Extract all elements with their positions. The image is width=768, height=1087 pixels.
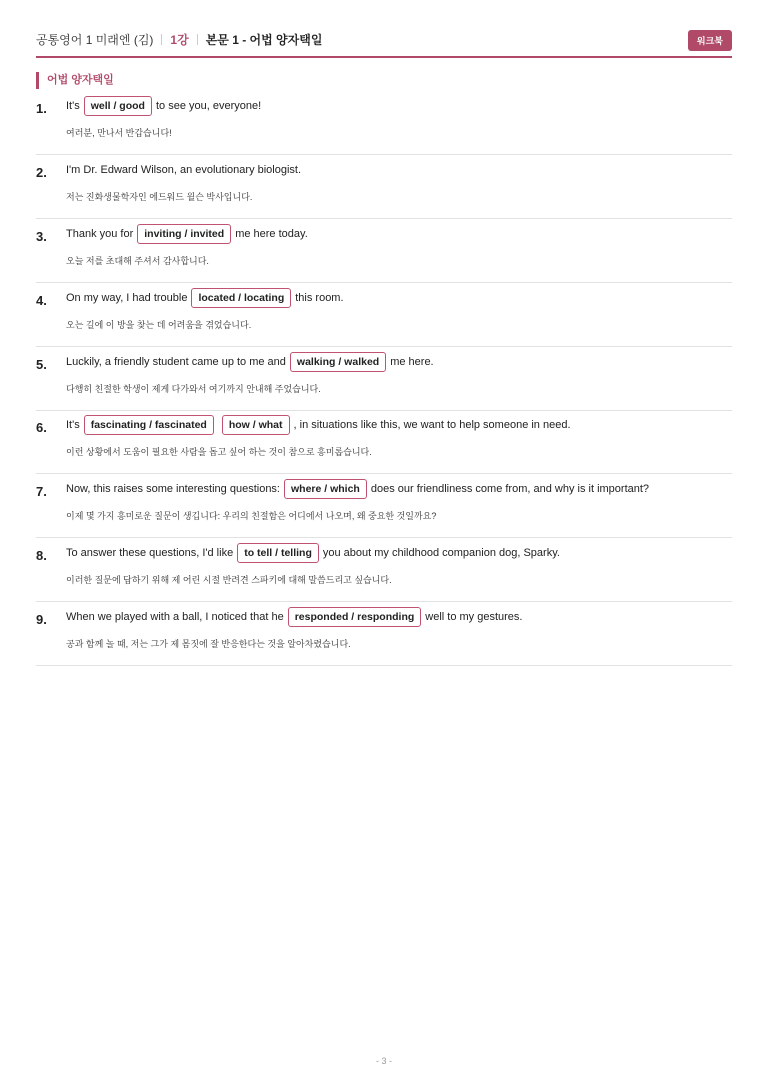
course-name: 공통영어 1 미래엔 (김) bbox=[36, 33, 154, 47]
korean-translation: 다행히 친절한 학생이 제게 다가와서 여기까지 안내해 주었습니다. bbox=[66, 383, 321, 394]
page-number: - 3 - bbox=[375, 1056, 392, 1066]
item-number: 8. bbox=[36, 548, 47, 564]
english-sentence bbox=[66, 542, 560, 564]
choice-box[interactable]: walking / walked bbox=[290, 352, 386, 372]
exercise-item bbox=[36, 603, 732, 666]
korean-translation: 여러분, 만나서 반갑습니다! bbox=[66, 128, 172, 138]
korean-translation: 이런 상황에서 도움이 필요한 사람을 돕고 싶어 하는 것이 참으로 흥미롭습니다. bbox=[66, 447, 372, 458]
item-number: 1. bbox=[36, 101, 47, 116]
header-breadcrumb bbox=[36, 31, 322, 48]
choice-box[interactable]: fascinating / fascinated bbox=[84, 415, 214, 435]
exercise-item bbox=[36, 475, 732, 538]
english-sentence bbox=[66, 351, 434, 373]
choice-box[interactable]: well / good bbox=[84, 96, 152, 116]
korean-translation: 저는 진화생물학자인 에드워드 윌슨 박사입니다. bbox=[66, 191, 253, 202]
english-sentence bbox=[66, 287, 344, 309]
sentence-text: me here today. bbox=[235, 227, 308, 240]
sentence-text: , in situations like this, we want to help someone in need. bbox=[293, 419, 571, 432]
choice-box[interactable]: to tell / telling bbox=[237, 543, 319, 563]
sentence-text: me here. bbox=[390, 355, 434, 368]
english-sentence bbox=[66, 95, 261, 117]
workbook-badge: 워크북 bbox=[688, 30, 732, 51]
lesson-number: 1강 bbox=[170, 33, 189, 47]
korean-translation: 오는 길에 이 방을 찾는 데 어려움을 겪었습니다. bbox=[66, 319, 252, 330]
sentence-text: It's bbox=[66, 419, 80, 432]
english-sentence bbox=[66, 159, 301, 181]
choice-box[interactable]: where / which bbox=[284, 479, 367, 499]
page-title: 본문 1 - 어법 양자택일 bbox=[205, 33, 323, 47]
korean-translation: 공과 함께 놀 때, 저는 그가 제 몸짓에 잘 반응한다는 것을 알아차렸습니다. bbox=[66, 639, 351, 650]
korean-translation: 이러한 질문에 답하기 위해 제 어린 시절 반려견 스파키에 대해 말씀드리고 싶습니다. bbox=[66, 575, 392, 586]
exercise-item bbox=[36, 220, 732, 283]
exercise-list bbox=[36, 92, 732, 667]
item-number: 5. bbox=[36, 356, 47, 372]
item-number: 6. bbox=[36, 420, 47, 436]
exercise-item bbox=[36, 284, 732, 347]
item-number: 4. bbox=[36, 292, 47, 308]
choice-box[interactable]: how / what bbox=[222, 415, 290, 435]
item-number: 3. bbox=[36, 228, 47, 244]
sentence-text: you about my childhood companion dog, Sparky. bbox=[322, 547, 560, 560]
korean-translation: 이제 몇 가지 흥미로운 질문이 생깁니다: 우리의 친절함은 어디에서 나오며, 왜 중요한 것일까요? bbox=[66, 511, 437, 522]
sentence-text: On my way, I had trouble bbox=[66, 291, 188, 304]
header-divider bbox=[161, 34, 162, 45]
exercise-item bbox=[36, 156, 732, 219]
sentence-text: It's bbox=[66, 100, 80, 112]
header-divider bbox=[197, 34, 198, 45]
section-title: 어법 양자택일 bbox=[36, 72, 114, 89]
item-number: 7. bbox=[36, 484, 47, 500]
exercise-item bbox=[36, 411, 732, 474]
korean-translation: 오늘 저를 초대해 주셔서 감사합니다. bbox=[66, 255, 209, 266]
sentence-text: To answer these questions, I'd like bbox=[66, 547, 234, 560]
sentence-text: Now, this raises some interesting questions: bbox=[66, 483, 280, 496]
english-sentence bbox=[66, 414, 571, 436]
sentence-text: well to my gestures. bbox=[425, 611, 523, 624]
sentence-text: Thank you for bbox=[66, 227, 134, 240]
choice-box[interactable]: located / locating bbox=[191, 288, 291, 308]
sentence-text: does our friendliness come from, and why is it important? bbox=[370, 483, 650, 496]
english-sentence bbox=[66, 223, 308, 245]
sentence-text: to see you, everyone! bbox=[155, 100, 262, 112]
page-header bbox=[36, 26, 732, 58]
choice-box[interactable]: responded / responding bbox=[288, 607, 422, 627]
sentence-text: this room. bbox=[295, 291, 344, 304]
sentence-text: I'm Dr. Edward Wilson, an evolutionary biologist. bbox=[66, 163, 302, 176]
sentence-text: Luckily, a friendly student came up to me and bbox=[66, 355, 286, 368]
exercise-item bbox=[36, 92, 732, 155]
sentence-text: When we played with a ball, I noticed that he bbox=[66, 611, 284, 624]
english-sentence bbox=[66, 606, 522, 628]
english-sentence bbox=[66, 478, 649, 500]
item-number: 2. bbox=[36, 164, 47, 180]
exercise-item bbox=[36, 348, 732, 411]
choice-box[interactable]: inviting / invited bbox=[137, 224, 231, 244]
exercise-item bbox=[36, 539, 732, 602]
item-number: 9. bbox=[36, 612, 47, 628]
